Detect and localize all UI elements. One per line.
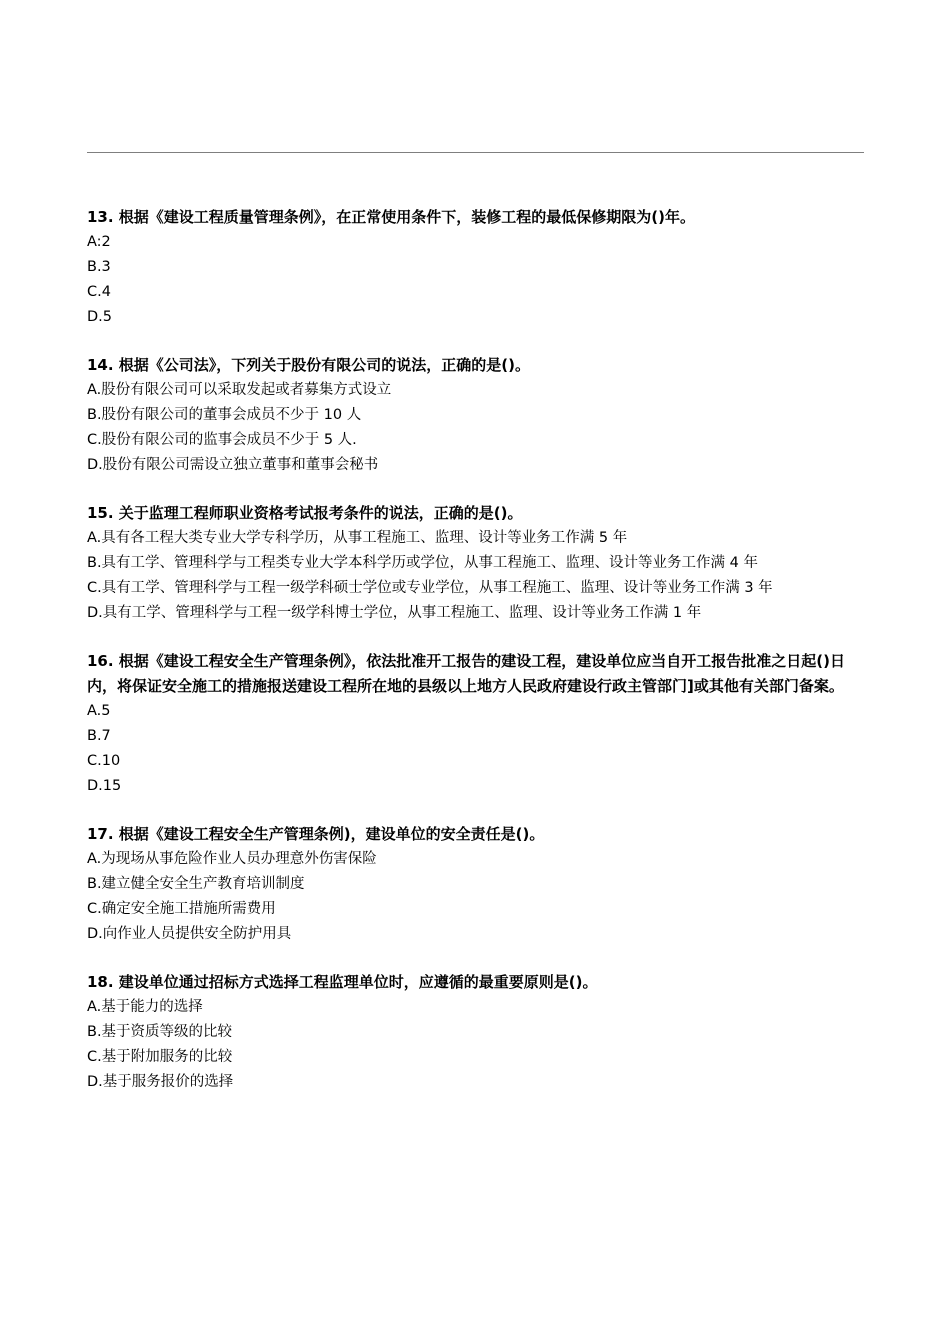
option-b: B.7 <box>87 728 111 744</box>
question-13 <box>87 205 865 330</box>
question-17 <box>87 822 865 947</box>
option-d: D.向作业人员提供安全防护用具 <box>87 926 292 942</box>
option-c: C.基于附加服务的比较 <box>87 1049 233 1065</box>
header-divider <box>87 152 864 153</box>
question-title: 15. 关于监理工程师职业资格考试报考条件的说法，正确的是()。 <box>87 504 523 522</box>
question-16 <box>87 649 865 799</box>
question-title: 13. 根据《建设工程质量管理条例》，在正常使用条件下，装修工程的最低保修期限为()年。 <box>87 208 696 226</box>
option-d: D.15 <box>87 778 122 794</box>
option-b: B.基于资质等级的比较 <box>87 1024 233 1040</box>
option-d: D.5 <box>87 309 112 325</box>
question-title: 17. 根据《建设工程安全生产管理条例)，建设单位的安全责任是()。 <box>87 825 545 843</box>
option-c: C.确定安全施工措施所需费用 <box>87 901 276 917</box>
question-title: 16. 根据《建设工程安全生产管理条例》，依法批准开工报告的建设工程，建设单位应当自开工报告批准之日起()日内，将保证安全施工的措施报送建设工程所在地的县级以上地方人民政府建设行政主管部门]或其他有关部门备案。 <box>87 652 846 695</box>
option-c: C.股份有限公司的监事会成员不少于 5 人. <box>87 432 357 448</box>
question-list <box>87 205 865 1118</box>
option-a: A.5 <box>87 703 111 719</box>
option-a: A.股份有限公司可以采取发起或者募集方式设立 <box>87 382 392 398</box>
option-a: A.具有各工程大类专业大学专科学历，从事工程施工、监理、设计等业务工作满 5 年 <box>87 530 628 546</box>
option-d: D.股份有限公司需设立独立董事和董事会秘书 <box>87 457 379 473</box>
option-a: A.基于能力的选择 <box>87 999 203 1015</box>
option-c: C.4 <box>87 284 111 300</box>
option-b: B.具有工学、管理科学与工程类专业大学本科学历或学位，从事工程施工、监理、设计等业务工作满 4 年 <box>87 555 758 571</box>
option-d: D.具有工学、管理科学与工程一级学科博士学位，从事工程施工、监理、设计等业务工作满 1 年 <box>87 605 702 621</box>
option-c: C.10 <box>87 753 121 769</box>
option-a: A:2 <box>87 234 111 250</box>
option-d: D.基于服务报价的选择 <box>87 1074 234 1090</box>
question-title: 18. 建设单位通过招标方式选择工程监理单位时，应遵循的最重要原则是()。 <box>87 973 598 991</box>
question-14 <box>87 353 865 478</box>
question-18 <box>87 970 865 1095</box>
option-b: B.3 <box>87 259 111 275</box>
option-c: C.具有工学、管理科学与工程一级学科硕士学位或专业学位，从事工程施工、监理、设计等业务工作满 3 年 <box>87 580 773 596</box>
question-title: 14. 根据《公司法》，下列关于股份有限公司的说法，正确的是()。 <box>87 356 531 374</box>
option-a: A.为现场从事危险作业人员办理意外伤害保险 <box>87 851 377 867</box>
option-b: B.建立健全安全生产教育培训制度 <box>87 876 305 892</box>
option-b: B.股份有限公司的董事会成员不少于 10 人 <box>87 407 362 423</box>
question-15 <box>87 501 865 626</box>
